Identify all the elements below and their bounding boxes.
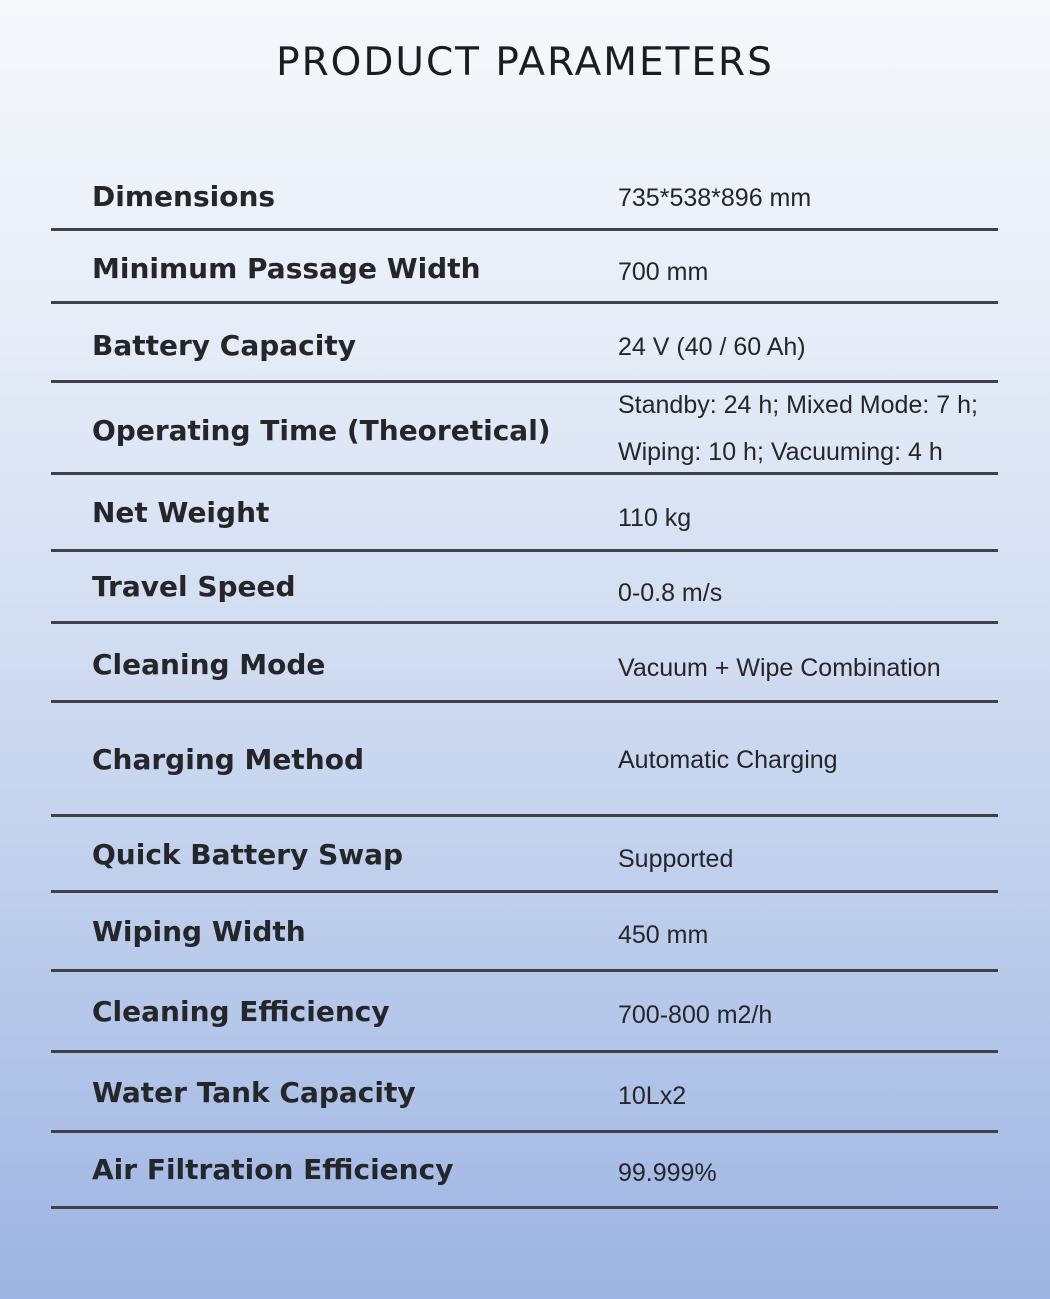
param-value-cleaning-efficiency: 700-800 m2/h <box>618 1001 773 1029</box>
table-row <box>51 624 998 703</box>
table-row <box>51 552 998 624</box>
param-value-water-tank-capacity: 10Lx2 <box>618 1082 687 1110</box>
param-label-water-tank-capacity: Water Tank Capacity <box>92 1076 416 1109</box>
param-value-charging-method: Automatic Charging <box>618 746 838 774</box>
param-label-quick-battery-swap: Quick Battery Swap <box>92 838 404 871</box>
param-label-air-filtration-efficiency: Air Filtration Efficiency <box>92 1153 454 1186</box>
table-row <box>51 1133 998 1209</box>
table-row <box>51 231 998 304</box>
param-label-battery-capacity: Battery Capacity <box>92 329 357 362</box>
param-label-charging-method: Charging Method <box>92 743 365 776</box>
table-row <box>51 703 998 817</box>
param-value-operating-time-line2: Wiping: 10 h; Vacuuming: 4 h <box>618 438 943 466</box>
param-value-wiping-width: 450 mm <box>618 921 709 949</box>
param-label-minimum-passage-width: Minimum Passage Width <box>92 252 481 285</box>
param-label-cleaning-mode: Cleaning Mode <box>92 648 326 681</box>
param-value-minimum-passage-width: 700 mm <box>618 258 709 286</box>
table-row <box>51 475 998 552</box>
param-value-operating-time-line1: Standby: 24 h; Mixed Mode: 7 h; <box>618 391 978 419</box>
param-label-dimensions: Dimensions <box>92 180 276 213</box>
param-label-net-weight: Net Weight <box>92 496 270 529</box>
param-value-dimensions: 735*538*896 mm <box>618 184 812 212</box>
param-label-cleaning-efficiency: Cleaning Efficiency <box>92 995 390 1028</box>
param-value-net-weight: 110 kg <box>618 504 692 532</box>
param-value-cleaning-mode: Vacuum + Wipe Combination <box>618 654 941 682</box>
param-label-operating-time: Operating Time (Theoretical) <box>92 414 551 447</box>
param-label-travel-speed: Travel Speed <box>92 570 296 603</box>
table-row <box>51 817 998 893</box>
param-value-battery-capacity: 24 V (40 / 60 Ah) <box>618 333 806 361</box>
page-title: PRODUCT PARAMETERS <box>276 40 774 85</box>
table-row <box>51 1053 998 1133</box>
table-row <box>51 383 998 475</box>
table-row <box>51 160 998 231</box>
param-value-quick-battery-swap: Supported <box>618 845 734 873</box>
table-row <box>51 304 998 383</box>
table-row <box>51 893 998 972</box>
table-row <box>51 972 998 1053</box>
param-value-travel-speed: 0-0.8 m/s <box>618 579 723 607</box>
param-label-wiping-width: Wiping Width <box>92 915 306 948</box>
param-value-air-filtration-efficiency: 99.999% <box>618 1159 717 1187</box>
